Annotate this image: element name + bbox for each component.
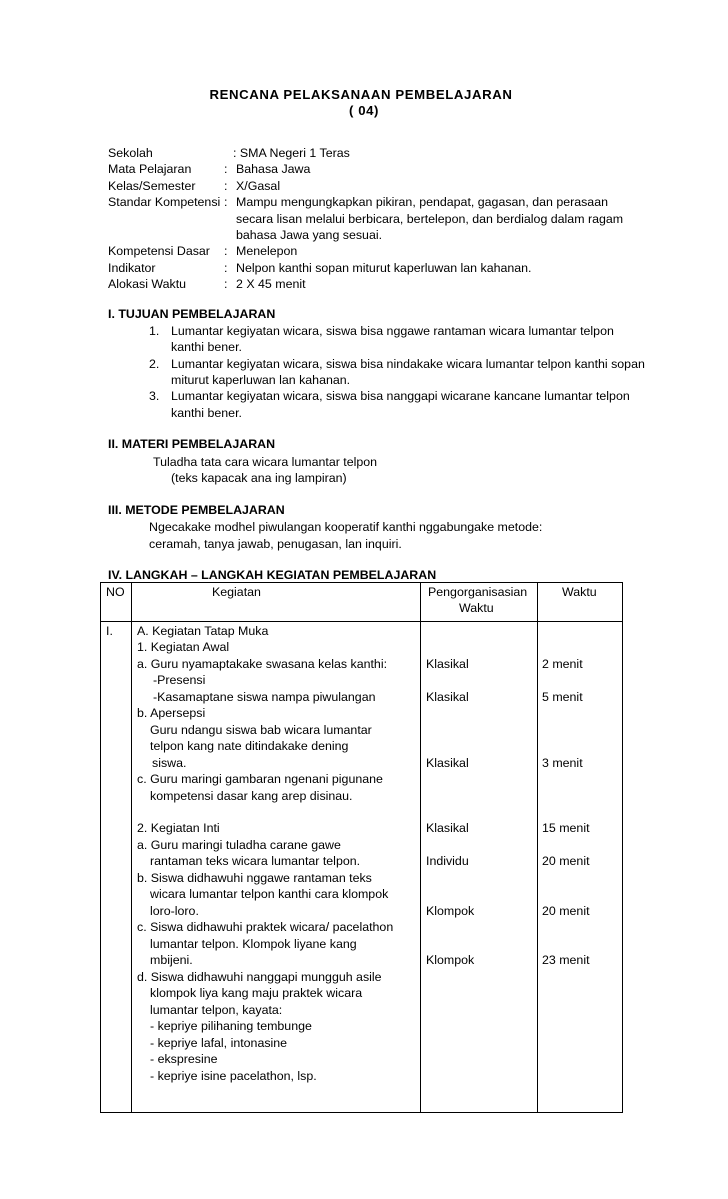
waktu-value: 2 menit [542,657,583,671]
list-item-text: Lumantar kegiyatan wicara, siswa bisa nggawe rantaman wicara lumantar telpon [171,324,614,338]
organisasi-value: Individu [426,854,469,868]
kegiatan-line: - kepriye lafal, intonasine [150,1036,288,1050]
info-label: Indikator [108,260,156,275]
row-number: I. [106,624,113,638]
kegiatan-line: mbijeni. [150,953,193,967]
organisasi-value: Klasikal [426,821,469,835]
kegiatan-line: 2. Kegiatan Inti [137,821,220,835]
pengorganisasian-cell [421,622,538,1113]
kegiatan-line: Guru ndangu siswa bab wicara lumantar [150,723,372,737]
kegiatan-line: 1. Kegiatan Awal [137,640,230,654]
waktu-cell [538,622,623,1113]
header-cell-waktu [538,583,623,622]
waktu-value: 15 menit [542,821,590,835]
list-item-text: Lumantar kegiyatan wicara, siswa bisa nanggapi wicarane kancane lumantar telpon [171,389,630,403]
organisasi-value: Klasikal [426,756,469,770]
kegiatan-line: rantaman teks wicara lumantar telpon. [150,854,361,868]
list-item-text: miturut kaperluwan lan kahanan. [171,373,351,387]
info-label: Kelas/Semester [108,178,196,193]
kegiatan-cell [132,622,421,1113]
header-text: NO [106,585,125,599]
kegiatan-line: siswa. [152,756,187,770]
info-value: Mampu mengungkapkan pikiran, pendapat, gagasan, dan perasaan [236,195,608,210]
metode-text: Ngecakake modhel piwulangan kooperatif kanthi nggabungake metode: [149,520,543,534]
kegiatan-line: d. Siswa didhawuhi nanggapi mungguh asile [137,970,382,984]
kegiatan-line: -Presensi [153,673,206,687]
kegiatan-line: b. Siswa didhawuhi nggawe rantaman teks [137,871,372,885]
section-heading-materi: II. MATERI PEMBELAJARAN [108,437,276,451]
kegiatan-line: b. Apersepsi [137,706,206,720]
list-number: 1. [149,324,160,338]
info-value: 2 X 45 menit [236,277,306,292]
kegiatan-line: lumantar telpon. Klompok liyane kang [150,937,357,951]
waktu-value: 20 menit [542,904,590,918]
section-heading-metode: III. METODE PEMBELAJARAN [108,503,285,517]
waktu-value: 20 menit [542,854,590,868]
metode-text: ceramah, tanya jawab, penugasan, lan inquiri. [149,537,402,551]
header-cell-no [101,583,132,622]
info-value: X/Gasal [236,178,281,193]
organisasi-value: Klompok [426,953,475,967]
waktu-value: 3 menit [542,756,583,770]
kegiatan-line: loro-loro. [150,904,199,918]
header-text: Waktu [459,601,494,615]
section-heading-langkah: IV. LANGKAH – LANGKAH KEGIATAN PEMBELAJARAN [108,568,437,582]
info-colon: : [224,178,228,193]
row-number-cell [101,622,132,1113]
table-row [101,622,623,1113]
list-item-text: Lumantar kegiyatan wicara, siswa bisa nindakake wicara lumantar telpon kanthi sopan [171,357,645,371]
document-subtitle: ( 04) [348,103,380,118]
header-cell-kegiatan [132,583,421,622]
materi-text: (teks kapacak ana ing lampiran) [171,471,347,485]
activity-table [100,582,623,1113]
list-item-text: kanthi bener. [171,406,242,420]
list-item-text: kanthi bener. [171,340,242,354]
kegiatan-line: a. Guru maringi tuladha carane gawe [137,838,341,852]
kegiatan-line: c. Siswa didhawuhi praktek wicara/ pacelathon [137,920,394,934]
kegiatan-line: A. Kegiatan Tatap Muka [137,624,269,638]
kegiatan-line: kompetensi dasar kang arep disinau. [150,789,353,803]
header-text: Waktu [562,585,597,599]
info-value: Bahasa Jawa [236,162,311,177]
kegiatan-line: klompok liya kang maju praktek wicara [150,986,363,1000]
kegiatan-line: - kepriye pilihaning tembunge [150,1019,312,1033]
info-label: Alokasi Waktu [108,277,187,292]
document-title: RENCANA PELAKSANAAN PEMBELAJARAN [209,87,513,102]
kegiatan-line: telpon kang nate ditindakake dening [150,739,349,753]
info-label: Kompetensi Dasar [108,244,210,259]
kegiatan-line: -Kasamaptane siswa nampa piwulangan [153,690,376,704]
organisasi-value: Klasikal [426,690,469,704]
list-number: 2. [149,357,160,371]
kegiatan-line: c. Guru maringi gambaran ngenani pigunane [137,772,383,786]
info-label: Standar Kompetensi [108,195,221,210]
organisasi-value: Klompok [426,904,475,918]
info-colon: : [224,260,228,275]
header-text: Kegiatan [212,585,261,599]
kegiatan-line: a. Guru nyamaptakake swasana kelas kanthi: [137,657,388,671]
info-colon: : [224,195,228,210]
kegiatan-line: wicara lumantar telpon kanthi cara klompok [150,887,389,901]
table-header-row [101,583,623,622]
info-value: : SMA Negeri 1 Teras [233,146,350,160]
info-value: Nelpon kanthi sopan miturut kaperluwan lan kahanan. [236,260,532,275]
kegiatan-line: lumantar telpon, kayata: [150,1003,283,1017]
info-colon: : [224,277,228,292]
info-value: bahasa Jawa yang sesuai. [236,227,383,242]
info-colon: : [224,244,228,259]
organisasi-value: Klasikal [426,657,469,671]
list-number: 3. [149,389,160,403]
info-label: Mata Pelajaran [108,162,192,177]
info-value: secara lisan melalui berbicara, bertelepon, dan berdialog dalam ragam [236,211,624,226]
header-text: Pengorganisasian [428,585,528,599]
waktu-value: 5 menit [542,690,583,704]
kegiatan-line: - ekspresine [150,1052,218,1066]
materi-text: Tuladha tata cara wicara lumantar telpon [153,455,378,469]
info-value: Menelepon [236,244,298,259]
section-heading-tujuan: I. TUJUAN PEMBELAJARAN [108,307,276,321]
info-label: Sekolah [108,146,153,160]
header-cell-pengorganisasian [421,583,538,622]
info-colon: : [224,162,228,177]
kegiatan-line: - kepriye isine pacelathon, lsp. [150,1069,317,1083]
waktu-value: 23 menit [542,953,590,967]
